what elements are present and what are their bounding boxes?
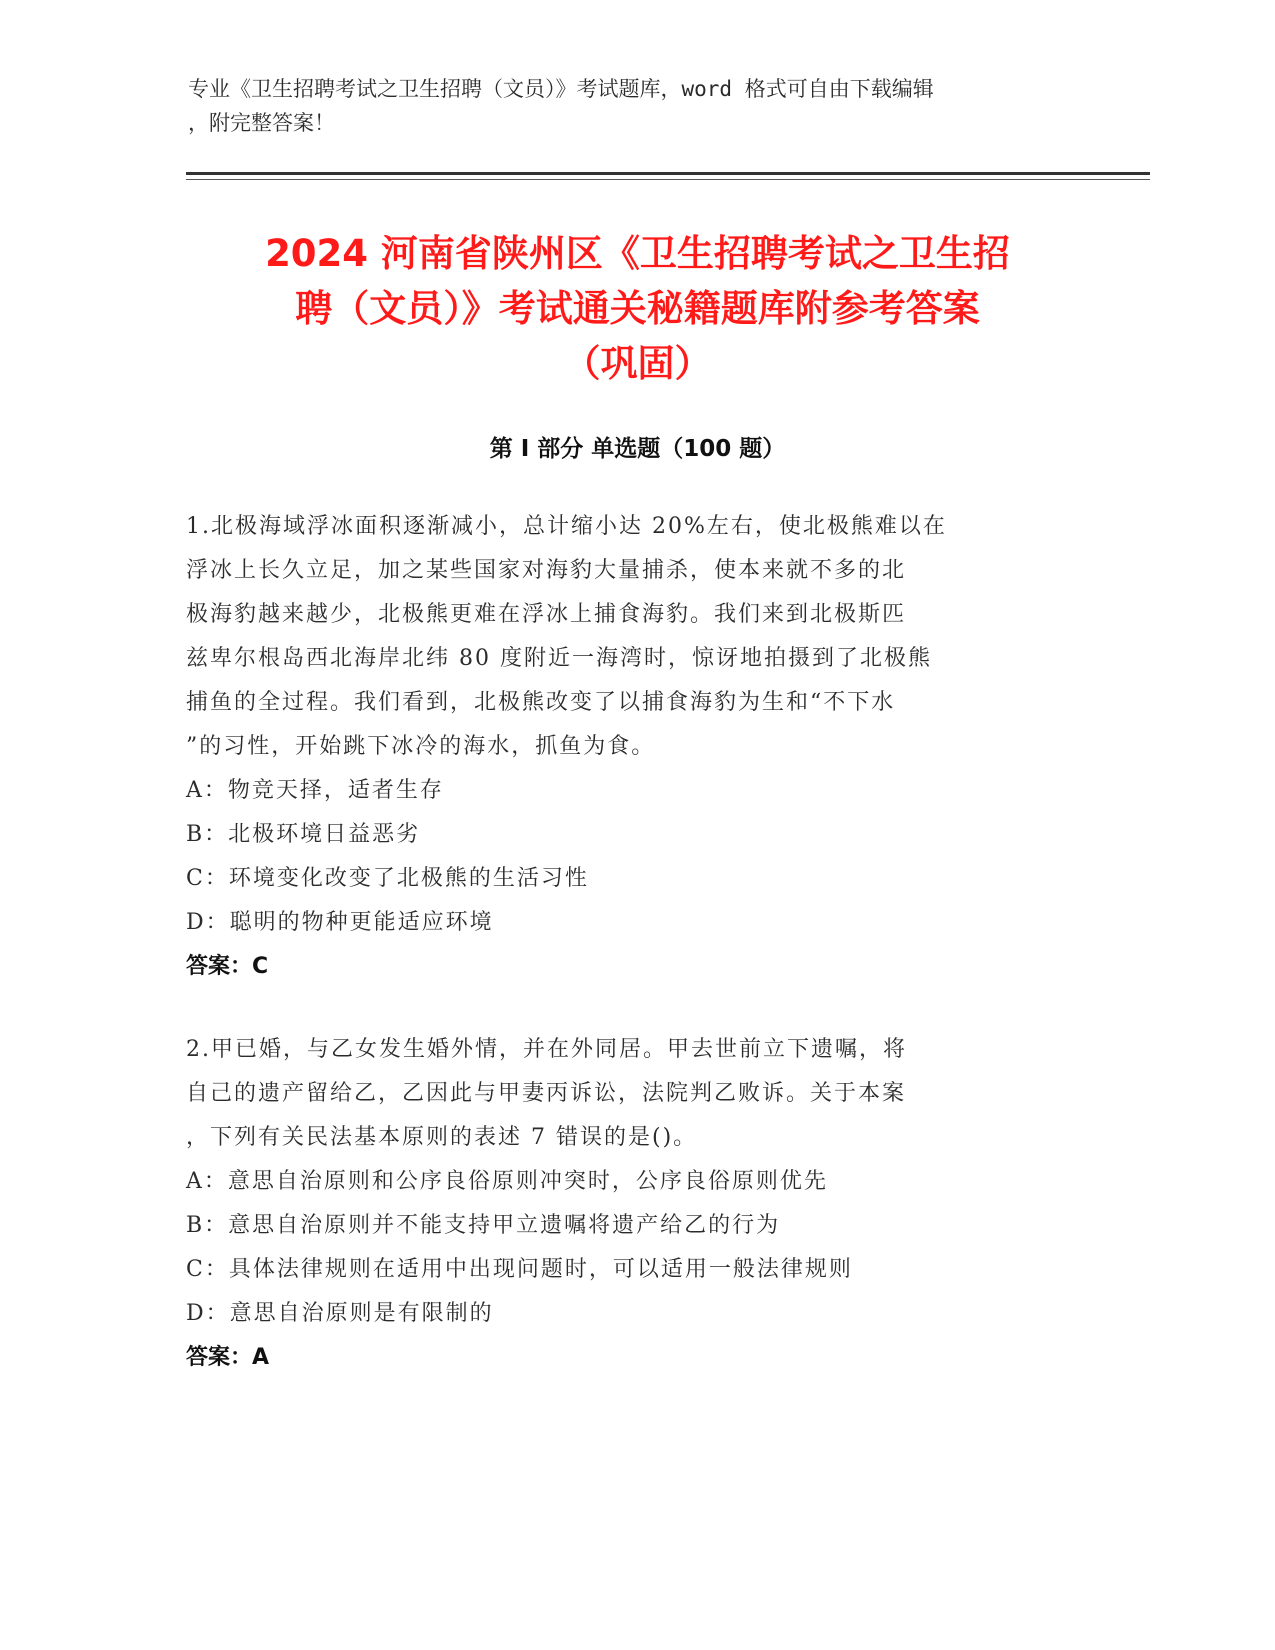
- question-text-line: ”的习性，开始跳下冰冷的海水，抓鱼为食。: [186, 734, 656, 759]
- question-text-line: 2.甲已婚，与乙女发生婚外情，并在外同居。甲去世前立下遗嘱，将: [186, 1037, 907, 1062]
- option-d: D：聪明的物种更能适应环境: [186, 910, 494, 935]
- option-c: C：环境变化改变了北极熊的生活习性: [186, 866, 589, 891]
- option-b: B：北极环境日益恶劣: [186, 822, 421, 847]
- question-text-line: 极海豹越来越少，北极熊更难在浮冰上捕食海豹。我们来到北极斯匹: [186, 602, 907, 627]
- question-text-line: 浮冰上长久立足，加之某些国家对海豹大量捕杀，使本来就不多的北: [186, 558, 907, 583]
- answer-line: 答案：A: [186, 1345, 270, 1370]
- question-1: [186, 505, 1086, 989]
- header-note-line-2: ，附完整答案！: [188, 111, 335, 135]
- option-a: A：意思自治原则和公序良俗原则冲突时，公序良俗原则优先: [186, 1169, 828, 1194]
- option-a: A：物竞天择，适者生存: [186, 778, 444, 803]
- document-title: [150, 226, 1125, 391]
- option-b: B：意思自治原则并不能支持甲立遗嘱将遗产给乙的行为: [186, 1213, 781, 1238]
- option-d: D：意思自治原则是有限制的: [186, 1301, 494, 1326]
- header-note-line-1: 专业《卫生招聘考试之卫生招聘（文员）》考试题库，word 格式可自由下载编辑: [188, 77, 934, 101]
- title-line-2: 聘（文员）》考试通关秘籍题库附参考答案: [295, 287, 980, 330]
- header-divider-thick: [186, 172, 1150, 175]
- option-c: C：具体法律规则在适用中出现问题时，可以适用一般法律规则: [186, 1257, 853, 1282]
- section-heading: 第 I 部分 单选题（100 题）: [489, 436, 786, 462]
- title-line-1: 2024 河南省陕州区《卫生招聘考试之卫生招: [265, 232, 1010, 275]
- question-text-line: 兹卑尔根岛西北海岸北纬 80 度附近一海湾时，惊讶地拍摄到了北极熊: [186, 646, 932, 671]
- header-divider-thin: [186, 179, 1150, 180]
- question-text-line: ，下列有关民法基本原则的表述 7 错误的是()。: [186, 1125, 698, 1150]
- question-2: [186, 1028, 1086, 1380]
- question-text-line: 捕鱼的全过程。我们看到，北极熊改变了以捕食海豹为生和“不下水: [186, 690, 896, 715]
- document-header-note: [188, 72, 1068, 140]
- question-text-line: 自己的遗产留给乙，乙因此与甲妻丙诉讼，法院判乙败诉。关于本案: [186, 1081, 907, 1106]
- question-text-line: 1.北极海域浮冰面积逐渐减小，总计缩小达 20%左右，使北极熊难以在: [186, 514, 947, 539]
- title-line-3: （巩固）: [563, 342, 712, 385]
- answer-line: 答案：C: [186, 954, 269, 979]
